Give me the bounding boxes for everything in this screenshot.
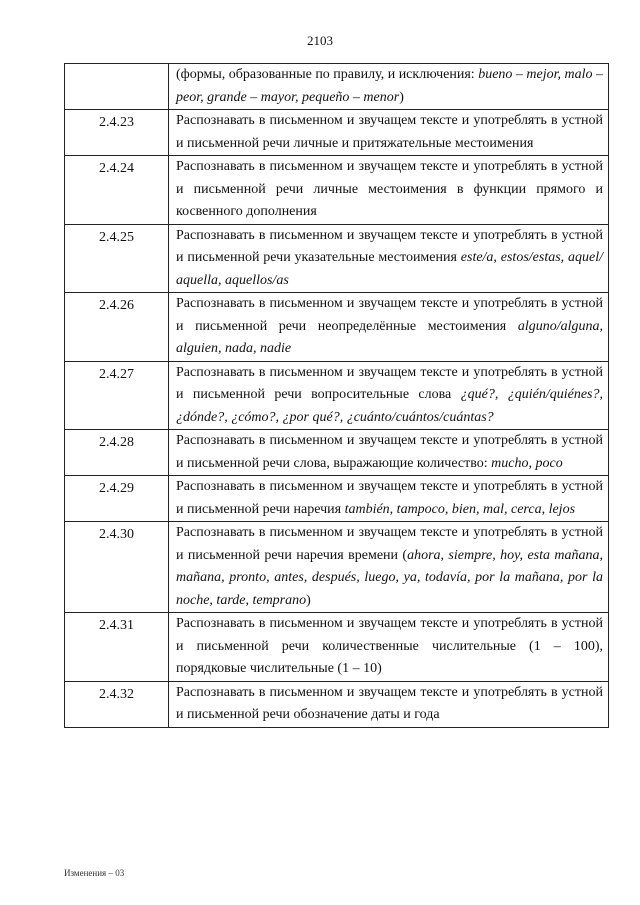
spanish-examples: alguno/alguna, alguien, nada, nadie (176, 318, 603, 356)
table-row (65, 156, 609, 225)
spanish-examples: este/a, estos/estas, aquel/ aquella, aquellos/as (176, 250, 603, 288)
footer-revision: Изменения – 03 (64, 868, 125, 878)
item-description (169, 476, 609, 522)
table-row (65, 430, 609, 476)
description-text: Распознавать в письменном и звучащем тексте и употреблять в устной и письменной речи неопределённые местоимения (176, 296, 603, 334)
table-row (65, 476, 609, 522)
table-row (65, 293, 609, 362)
description-text: Распознавать в письменном и звучащем тексте и употреблять в устной и письменной речи наречия времени ( (176, 525, 603, 563)
description-text: Распознавать в письменном и звучащем тексте и употреблять в устной и письменной речи личные и притяжательные местоимения (176, 113, 603, 151)
item-code: 2.4.31 (65, 613, 169, 682)
table-body (65, 64, 609, 728)
table-row (65, 110, 609, 156)
item-code: 2.4.24 (65, 156, 169, 225)
page-number: 2103 (307, 33, 333, 48)
item-code: 2.4.28 (65, 430, 169, 476)
table-row (65, 522, 609, 613)
item-code: 2.4.30 (65, 522, 169, 613)
description-text: Распознавать в письменном и звучащем тексте и употреблять в устной и письменной речи количественные числительные (1 – 100), порядковые числительные (1 – 10) (176, 616, 603, 676)
item-code: 2.4.32 (65, 681, 169, 727)
item-description (169, 522, 609, 613)
item-description (169, 613, 609, 682)
description-text: ) (306, 592, 311, 608)
spanish-examples: ¿qué?, ¿quién/quiénes?, ¿dónde?, ¿cómo?, ¿por qué?, ¿cuánto/cuántos/cuántas? (176, 387, 603, 425)
requirements-table (64, 63, 609, 728)
item-description (169, 361, 609, 430)
item-code: 2.4.23 (65, 110, 169, 156)
item-code: 2.4.29 (65, 476, 169, 522)
item-description (169, 681, 609, 727)
description-text: Распознавать в письменном и звучащем тексте и употреблять в устной и письменной речи слова, выражающие количество: (176, 433, 603, 471)
item-code: 2.4.26 (65, 293, 169, 362)
description-text: Распознавать в письменном и звучащем тексте и употреблять в устной и письменной речи обозначение даты и года (176, 684, 603, 722)
item-code: 2.4.25 (65, 224, 169, 293)
description-text: (формы, образованные по правилу, и исключения: (176, 67, 479, 82)
description-text: Распознавать в письменном и звучащем тексте и употреблять в устной и письменной речи личные местоимения в функции прямого и косвенного дополнения (176, 159, 603, 219)
item-description (169, 110, 609, 156)
item-description (169, 293, 609, 362)
table-row (65, 681, 609, 727)
spanish-examples: también, tampoco, bien, mal, cerca, lejos (344, 501, 576, 517)
item-code (65, 64, 169, 110)
spanish-examples: bueno – mejor, malo – peor, grande – mayor, pequeño – menor (176, 67, 604, 105)
description-text: Распознавать в письменном и звучащем тексте и употреблять в устной и письменной речи вопросительные слова (176, 364, 603, 402)
item-description (169, 224, 609, 293)
description-text: Распознавать в письменном и звучащем тексте и употреблять в устной и письменной речи указательные местоимения (176, 227, 603, 265)
table-row (65, 613, 609, 682)
table-row (65, 361, 609, 430)
table-row (65, 224, 609, 293)
item-description (169, 64, 609, 110)
description-text: ) (399, 89, 404, 105)
item-code: 2.4.27 (65, 361, 169, 430)
item-description (169, 156, 609, 225)
spanish-examples: mucho, poco (491, 455, 563, 471)
description-text: Распознавать в письменном и звучащем тексте и употреблять в устной и письменной речи наречия (176, 479, 603, 517)
table-row (65, 64, 609, 110)
item-description (169, 430, 609, 476)
spanish-examples: ahora, siempre, hoy, esta mañana, mañana, pronto, antes, después, luego, ya, todavía, por la mañana, por la noche, tarde, temprano (176, 547, 603, 608)
